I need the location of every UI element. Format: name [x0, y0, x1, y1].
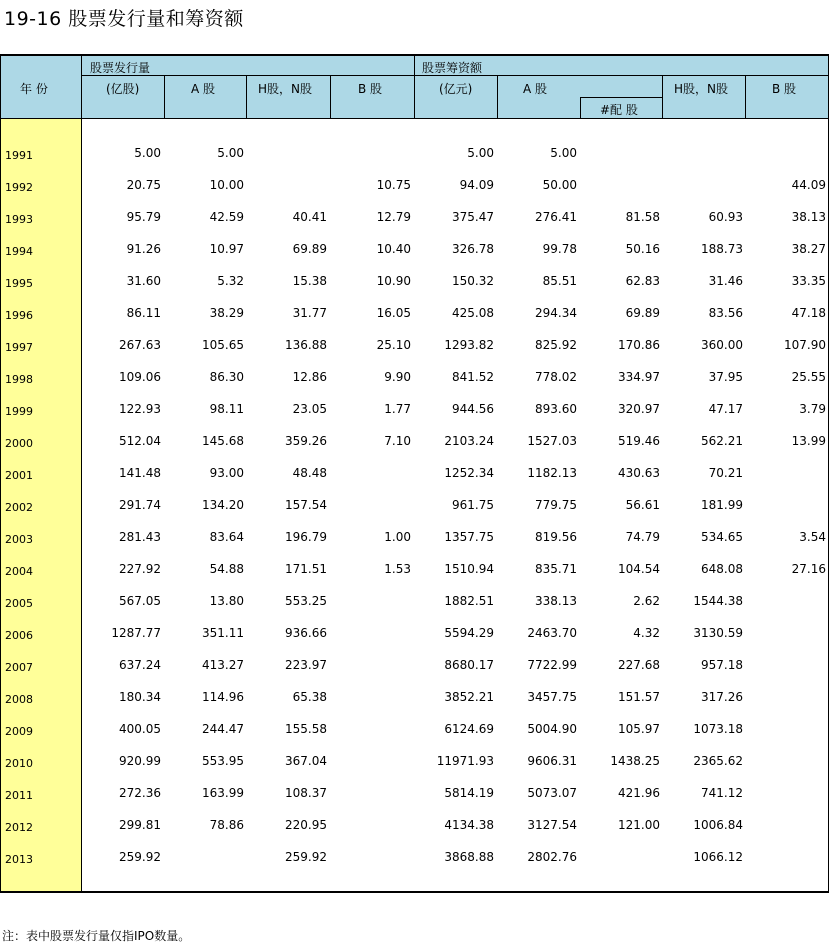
table-cell: 779.75	[535, 498, 577, 512]
table-cell: 1066.12	[693, 850, 743, 864]
table-cell: 3127.54	[527, 818, 577, 832]
table-cell: 70.21	[708, 466, 743, 480]
row-year: 2013	[5, 853, 33, 866]
row-year: 2010	[5, 757, 33, 770]
table-cell: 2103.24	[444, 434, 494, 448]
table-cell: 65.38	[292, 690, 327, 704]
table-bottom-border	[0, 891, 829, 893]
table-cell: 56.61	[625, 498, 660, 512]
table-cell: 54.88	[209, 562, 244, 576]
table-cell: 961.75	[452, 498, 494, 512]
table-cell: 134.20	[202, 498, 244, 512]
table-cell: 10.90	[376, 274, 411, 288]
table-cell: 23.05	[292, 402, 327, 416]
table-cell: 320.97	[618, 402, 660, 416]
table-cell: 534.65	[701, 530, 743, 544]
table-cell: 93.00	[209, 466, 244, 480]
table-cell: 86.11	[126, 306, 161, 320]
table-cell: 299.81	[119, 818, 161, 832]
table-cell: 48.48	[292, 466, 327, 480]
table-cell: 104.54	[618, 562, 660, 576]
table-cell: 227.92	[119, 562, 161, 576]
table-cell: 1293.82	[444, 338, 494, 352]
table-cell: 105.65	[202, 338, 244, 352]
table-cell: 196.79	[285, 530, 327, 544]
table-cell: 4.32	[633, 626, 660, 640]
table-cell: 893.60	[535, 402, 577, 416]
row-year: 1999	[5, 405, 33, 418]
table-cell: 3868.88	[444, 850, 494, 864]
row-year: 2012	[5, 821, 33, 834]
table-cell: 5814.19	[444, 786, 494, 800]
table-cell: 351.11	[202, 626, 244, 640]
table-cell: 1.53	[384, 562, 411, 576]
table-cell: 1006.84	[693, 818, 743, 832]
table-cell: 259.92	[285, 850, 327, 864]
table-cell: 50.16	[625, 242, 660, 256]
table-cell: 74.79	[625, 530, 660, 544]
row-year: 2002	[5, 501, 33, 514]
table-cell: 69.89	[292, 242, 327, 256]
table-cell: 181.99	[701, 498, 743, 512]
table-cell: 338.13	[535, 594, 577, 608]
table-cell: 27.16	[791, 562, 826, 576]
table-cell: 5073.07	[527, 786, 577, 800]
table-cell: 25.55	[791, 370, 826, 384]
table-cell: 3130.59	[693, 626, 743, 640]
table-cell: 94.09	[459, 178, 494, 192]
table-cell: 819.56	[535, 530, 577, 544]
table-cell: 8680.17	[444, 658, 494, 672]
table-cell: 86.30	[209, 370, 244, 384]
header-issue-group: 股票发行量	[90, 61, 151, 75]
table-cell: 281.43	[119, 530, 161, 544]
table-cell: 4134.38	[444, 818, 494, 832]
table-cell: 10.97	[209, 242, 244, 256]
table-cell: 10.40	[376, 242, 411, 256]
table-cell: 317.26	[701, 690, 743, 704]
table-cell: 1.77	[384, 402, 411, 416]
table-cell: 105.97	[618, 722, 660, 736]
header-fund-pei: #配 股	[600, 103, 638, 117]
table-cell: 13.80	[209, 594, 244, 608]
table-cell: 519.46	[618, 434, 660, 448]
table-cell: 99.78	[542, 242, 577, 256]
header-fund-b: B 股	[772, 82, 797, 96]
row-year: 1992	[5, 181, 33, 194]
table-cell: 1527.03	[527, 434, 577, 448]
table-cell: 25.10	[376, 338, 411, 352]
table-cell: 31.46	[708, 274, 743, 288]
table-cell: 5.32	[217, 274, 244, 288]
header-fund-hn: H股，N股	[674, 82, 729, 96]
table-cell: 98.11	[209, 402, 244, 416]
header-issue-unit: (亿股)	[106, 82, 140, 96]
row-year: 2004	[5, 565, 33, 578]
table-cell: 562.21	[701, 434, 743, 448]
table-cell: 157.54	[285, 498, 327, 512]
table-cell: 1544.38	[693, 594, 743, 608]
row-year: 2000	[5, 437, 33, 450]
table-cell: 375.47	[452, 210, 494, 224]
table-cell: 44.09	[791, 178, 826, 192]
table-cell: 1357.75	[444, 530, 494, 544]
table-cell: 413.27	[202, 658, 244, 672]
header-divider	[580, 98, 581, 119]
table-cell: 150.32	[452, 274, 494, 288]
table-cell: 33.35	[791, 274, 826, 288]
table-cell: 83.56	[708, 306, 743, 320]
header-fund-a: A 股	[523, 82, 548, 96]
header-fund-group: 股票筹资额	[422, 61, 483, 75]
table-cell: 180.34	[119, 690, 161, 704]
table-cell: 359.26	[285, 434, 327, 448]
table-cell: 78.86	[209, 818, 244, 832]
table-cell: 122.93	[119, 402, 161, 416]
row-year: 1998	[5, 373, 33, 386]
table-cell: 553.95	[202, 754, 244, 768]
table-cell: 91.26	[126, 242, 161, 256]
table-cell: 85.51	[542, 274, 577, 288]
table-cell: 5594.29	[444, 626, 494, 640]
table-cell: 400.05	[119, 722, 161, 736]
table-cell: 425.08	[452, 306, 494, 320]
row-year: 2009	[5, 725, 33, 738]
header-year: 年 份	[20, 82, 48, 96]
table-cell: 13.99	[791, 434, 826, 448]
table-cell: 155.58	[285, 722, 327, 736]
table-cell: 163.99	[202, 786, 244, 800]
table-cell: 20.75	[126, 178, 161, 192]
table-cell: 367.04	[285, 754, 327, 768]
table-cell: 326.78	[452, 242, 494, 256]
row-year: 2007	[5, 661, 33, 674]
header-sub-divider	[580, 97, 663, 98]
table-cell: 1882.51	[444, 594, 494, 608]
table-cell: 920.99	[119, 754, 161, 768]
row-year: 1991	[5, 149, 33, 162]
row-year: 2008	[5, 693, 33, 706]
table-cell: 11971.93	[436, 754, 494, 768]
table-cell: 107.90	[784, 338, 826, 352]
table-cell: 50.00	[542, 178, 577, 192]
table-cell: 223.97	[285, 658, 327, 672]
table-cell: 40.41	[292, 210, 327, 224]
table-cell: 5.00	[550, 146, 577, 160]
header-divider	[246, 76, 247, 119]
table-cell: 171.51	[285, 562, 327, 576]
table-cell: 3457.75	[527, 690, 577, 704]
table-cell: 944.56	[452, 402, 494, 416]
header-issue-hn: H股，N股	[258, 82, 313, 96]
table-cell: 10.00	[209, 178, 244, 192]
row-year: 2003	[5, 533, 33, 546]
table-cell: 62.83	[625, 274, 660, 288]
table-cell: 1252.34	[444, 466, 494, 480]
table-cell: 145.68	[202, 434, 244, 448]
row-year: 1994	[5, 245, 33, 258]
table-cell: 47.17	[708, 402, 743, 416]
table-cell: 38.29	[209, 306, 244, 320]
table-cell: 1438.25	[610, 754, 660, 768]
table-cell: 108.37	[285, 786, 327, 800]
table-cell: 121.00	[618, 818, 660, 832]
row-year: 1996	[5, 309, 33, 322]
table-cell: 294.34	[535, 306, 577, 320]
row-year: 2001	[5, 469, 33, 482]
table-cell: 12.86	[292, 370, 327, 384]
table-cell: 825.92	[535, 338, 577, 352]
page-title: 19-16 股票发行量和筹资额	[4, 8, 244, 30]
table-cell: 109.06	[119, 370, 161, 384]
table-cell: 1.00	[384, 530, 411, 544]
table-cell: 38.27	[791, 242, 826, 256]
table-cell: 2365.62	[693, 754, 743, 768]
table-cell: 276.41	[535, 210, 577, 224]
table-cell: 42.59	[209, 210, 244, 224]
table-cell: 259.92	[119, 850, 161, 864]
row-year: 1997	[5, 341, 33, 354]
table-cell: 936.66	[285, 626, 327, 640]
table-cell: 10.75	[376, 178, 411, 192]
table-cell: 244.47	[202, 722, 244, 736]
table-cell: 15.38	[292, 274, 327, 288]
table-cell: 360.00	[701, 338, 743, 352]
table-cell: 188.73	[701, 242, 743, 256]
table-cell: 9606.31	[527, 754, 577, 768]
table-cell: 5.00	[217, 146, 244, 160]
table-cell: 957.18	[701, 658, 743, 672]
table-cell: 69.89	[625, 306, 660, 320]
table-cell: 637.24	[119, 658, 161, 672]
table-cell: 835.71	[535, 562, 577, 576]
header-divider	[662, 76, 663, 119]
header-issue-a: A 股	[191, 82, 216, 96]
header-fund-unit: (亿元)	[439, 82, 473, 96]
table-cell: 3.54	[799, 530, 826, 544]
table-cell: 5004.90	[527, 722, 577, 736]
row-year: 2006	[5, 629, 33, 642]
table-cell: 38.13	[791, 210, 826, 224]
table-cell: 227.68	[618, 658, 660, 672]
table-cell: 2.62	[633, 594, 660, 608]
table-cell: 5.00	[134, 146, 161, 160]
table-cell: 334.97	[618, 370, 660, 384]
table-cell: 151.57	[618, 690, 660, 704]
table-cell: 1073.18	[693, 722, 743, 736]
table-cell: 1287.77	[111, 626, 161, 640]
left-border	[0, 55, 1, 892]
table-cell: 1510.94	[444, 562, 494, 576]
table-cell: 31.60	[126, 274, 161, 288]
footnote: 注：表中股票发行量仅指IPO数量。	[2, 929, 191, 943]
table-cell: 267.63	[119, 338, 161, 352]
table-cell: 31.77	[292, 306, 327, 320]
table-cell: 7722.99	[527, 658, 577, 672]
table-cell: 778.02	[535, 370, 577, 384]
table-cell: 9.90	[384, 370, 411, 384]
table-cell: 81.58	[625, 210, 660, 224]
table-cell: 16.05	[376, 306, 411, 320]
table-cell: 1182.13	[527, 466, 577, 480]
header-divider	[164, 76, 165, 119]
table-cell: 3852.21	[444, 690, 494, 704]
table-cell: 141.48	[119, 466, 161, 480]
table-cell: 83.64	[209, 530, 244, 544]
row-year: 1995	[5, 277, 33, 290]
table-cell: 567.05	[119, 594, 161, 608]
header-divider	[497, 76, 498, 119]
table-cell: 5.00	[467, 146, 494, 160]
table-cell: 512.04	[119, 434, 161, 448]
table-cell: 114.96	[202, 690, 244, 704]
row-year: 1993	[5, 213, 33, 226]
table-cell: 421.96	[618, 786, 660, 800]
header-issue-b: B 股	[358, 82, 383, 96]
row-year: 2011	[5, 789, 33, 802]
table-cell: 648.08	[701, 562, 743, 576]
table-cell: 2463.70	[527, 626, 577, 640]
table-cell: 60.93	[708, 210, 743, 224]
table-cell: 220.95	[285, 818, 327, 832]
table-cell: 170.86	[618, 338, 660, 352]
table-cell: 2802.76	[527, 850, 577, 864]
table-cell: 841.52	[452, 370, 494, 384]
table-cell: 12.79	[376, 210, 411, 224]
table-cell: 272.36	[119, 786, 161, 800]
table-cell: 3.79	[799, 402, 826, 416]
table-cell: 553.25	[285, 594, 327, 608]
table-cell: 741.12	[701, 786, 743, 800]
table-cell: 47.18	[791, 306, 826, 320]
table-cell: 430.63	[618, 466, 660, 480]
table-cell: 136.88	[285, 338, 327, 352]
table-cell: 6124.69	[444, 722, 494, 736]
table-cell: 7.10	[384, 434, 411, 448]
row-year: 2005	[5, 597, 33, 610]
table-cell: 95.79	[126, 210, 161, 224]
header-group-split	[414, 55, 415, 119]
table-cell: 37.95	[708, 370, 743, 384]
header-divider	[745, 76, 746, 119]
header-divider	[330, 76, 331, 119]
table-cell: 291.74	[119, 498, 161, 512]
